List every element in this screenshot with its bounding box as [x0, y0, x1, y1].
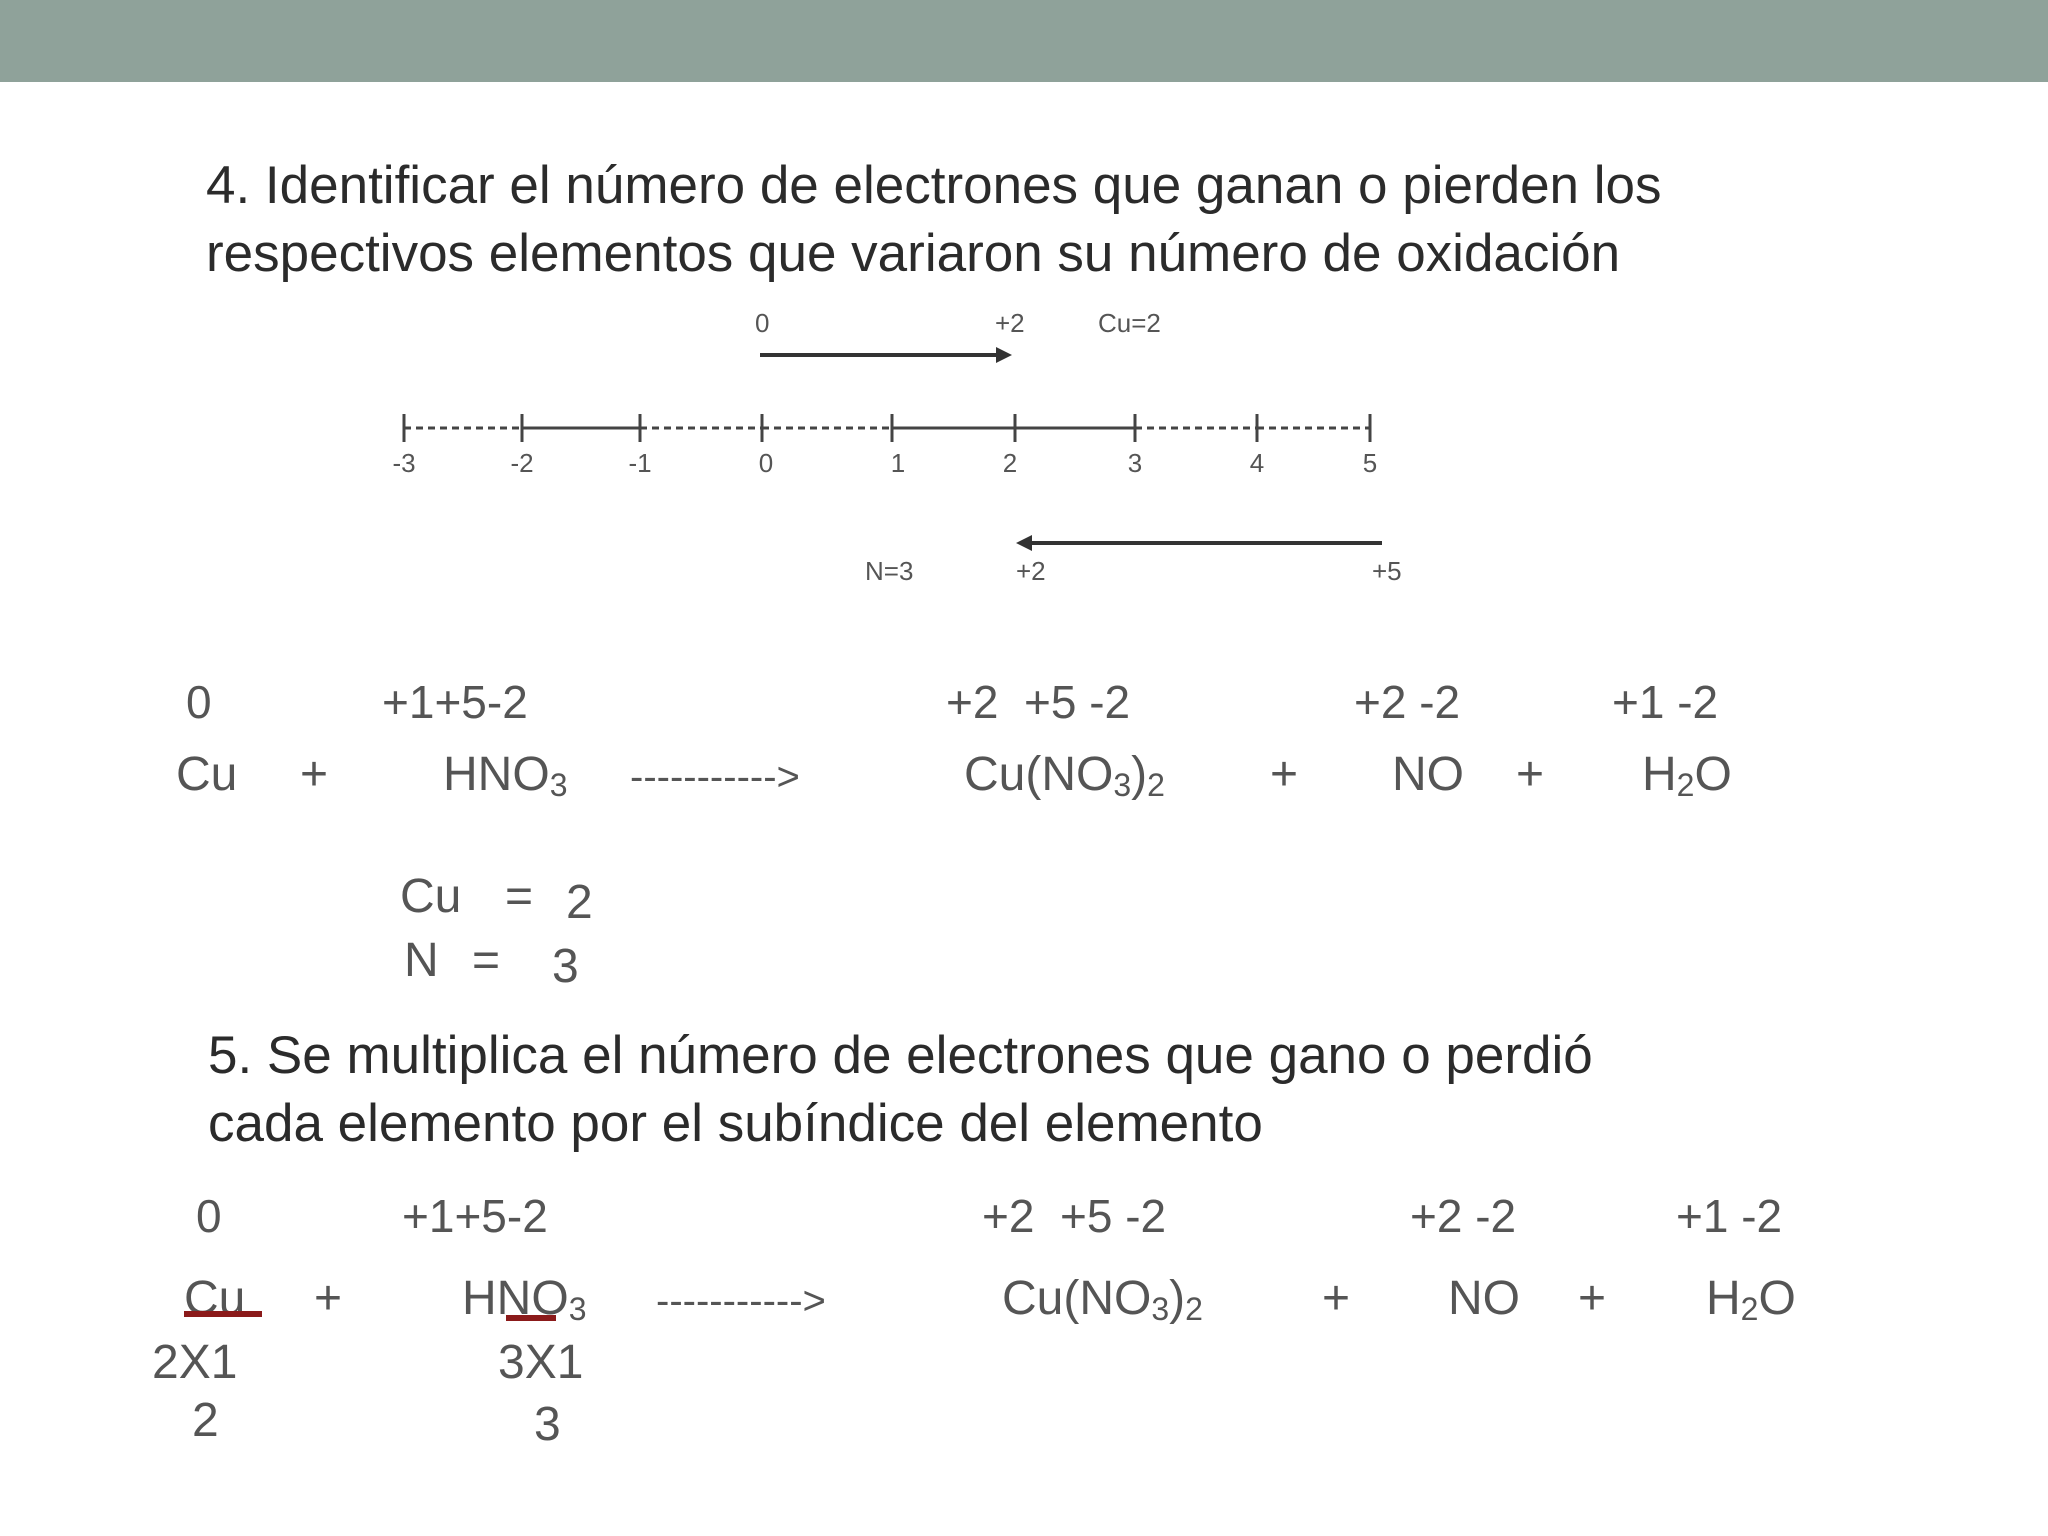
tick-label: 2 — [1002, 448, 1018, 478]
formula-no: NO — [1448, 1272, 1520, 1325]
cu-arrow — [755, 308, 1161, 363]
formula-hno3: HNO3 — [443, 748, 568, 803]
ox-cuno3: +2 +5 -2 — [946, 676, 1131, 728]
step4-line2: respectivos elementos que variaron su número de oxidación — [206, 224, 1621, 283]
formula-cu: Cu — [176, 748, 238, 801]
ox-no: +2 -2 — [1354, 676, 1461, 728]
step4-line1: 4. Identificar el número de electrones que ganan o pierden los — [206, 156, 1662, 215]
tick-label: -2 — [510, 448, 534, 478]
tick-label: 3 — [1127, 448, 1143, 478]
summary-cu-eq: = — [505, 870, 534, 923]
equation-1 — [176, 676, 1732, 803]
plus-sign: + — [300, 748, 329, 801]
summary-n-value: 3 — [552, 940, 579, 993]
tick-label: 5 — [1362, 448, 1378, 478]
plus-sign: + — [314, 1272, 343, 1325]
summary-cu-label: Cu — [400, 870, 462, 923]
step5-heading — [208, 1022, 1593, 1158]
equation-2 — [152, 1190, 1796, 1451]
formula-cu: Cu — [184, 1272, 246, 1325]
multiplication-n: 3X1 — [498, 1336, 584, 1389]
ox-no: +2 -2 — [1410, 1190, 1517, 1242]
tick-label: 1 — [890, 448, 906, 478]
cu-arrow-from: 0 — [755, 308, 770, 338]
formula-cuno3-2: Cu(NO3)2 — [1002, 1272, 1203, 1327]
summary-n-label: N — [404, 934, 439, 987]
step5-line1: 5. Se multiplica el número de electrones que gano o perdió — [208, 1026, 1593, 1085]
summary-n-eq: = — [472, 934, 501, 987]
tick-label: 4 — [1249, 448, 1265, 478]
ox-cuno3: +2 +5 -2 — [982, 1190, 1167, 1242]
cu-arrow-to: +2 — [995, 308, 1025, 338]
formula-hno3: HNO3 — [462, 1272, 587, 1327]
summary-cu-value: 2 — [566, 876, 593, 929]
formula-h2o: H2O — [1642, 748, 1732, 803]
ox-hno3: +1+5-2 — [402, 1190, 548, 1242]
ox-h2o: +1 -2 — [1612, 676, 1719, 728]
cu-arrow-label: Cu=2 — [1098, 308, 1161, 338]
ox-cu: 0 — [186, 676, 212, 728]
plus-sign: + — [1578, 1272, 1607, 1325]
tick-label: -3 — [392, 448, 416, 478]
reaction-arrow: -----------> — [630, 755, 800, 799]
plus-sign: + — [1270, 748, 1299, 801]
step5-line2: cada elemento por el subíndice del elemento — [208, 1094, 1263, 1153]
n-arrow-from: +5 — [1372, 556, 1402, 586]
result-cu: 2 — [192, 1394, 219, 1447]
formula-no: NO — [1392, 748, 1464, 801]
formula-cuno3-2: Cu(NO3)2 — [964, 748, 1165, 803]
formula-h2o: H2O — [1706, 1272, 1796, 1327]
ox-h2o: +1 -2 — [1676, 1190, 1783, 1242]
plus-sign: + — [1516, 748, 1545, 801]
electron-summary — [400, 870, 593, 993]
reaction-arrow: -----------> — [656, 1279, 826, 1323]
n-arrow-label: N=3 — [865, 556, 914, 586]
multiplication-cu: 2X1 — [152, 1336, 238, 1389]
ox-hno3: +1+5-2 — [382, 676, 528, 728]
plus-sign: + — [1322, 1272, 1351, 1325]
result-n: 3 — [534, 1398, 561, 1451]
tick-label: 0 — [758, 448, 774, 478]
n-arrow-to: +2 — [1016, 556, 1046, 586]
ox-cu: 0 — [196, 1190, 222, 1242]
tick-label: -1 — [628, 448, 652, 478]
n-arrow — [865, 535, 1402, 586]
